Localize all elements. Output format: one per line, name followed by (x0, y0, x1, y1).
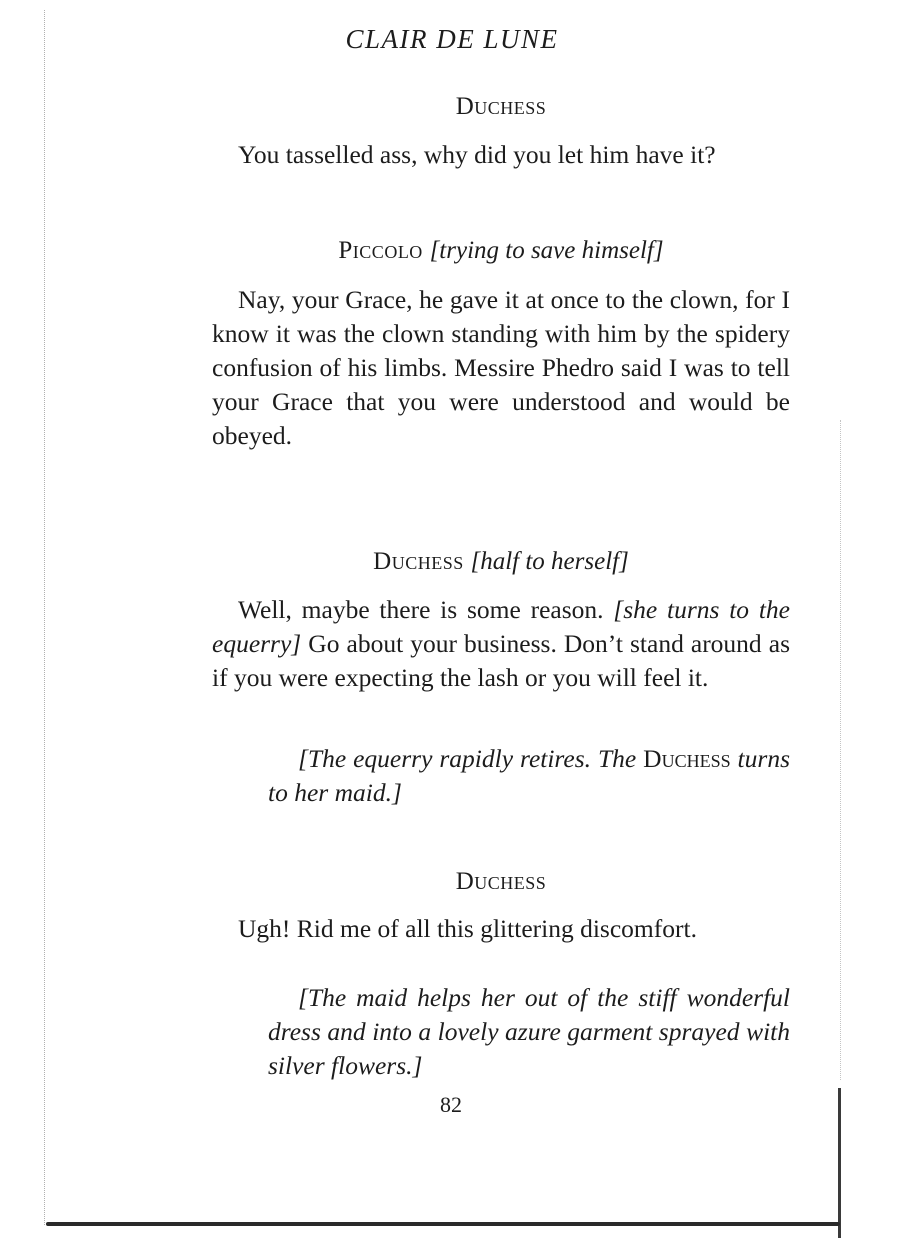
speaker-heading (212, 548, 790, 576)
stage-text: turns to her maid.] (268, 744, 790, 807)
page-number: 82 (440, 1092, 462, 1117)
speech-paragraph (212, 912, 790, 946)
speech-paragraph (212, 593, 790, 695)
speech-paragraph (212, 138, 790, 172)
inline-stage-direction: [she turns to the equerry] (212, 595, 790, 658)
stage-direction (268, 742, 790, 810)
speaker-direction: [trying to save himself] (429, 237, 664, 264)
speaker-heading (212, 93, 790, 121)
speaker-name: Duchess (373, 548, 464, 575)
page-edge-left (44, 10, 46, 1225)
speech-text: Go about your business. Don’t stand around as if you were expecting the lash or you will feel it. (212, 629, 790, 692)
stage-text: [The equerry rapidly retires. The (298, 744, 644, 773)
scan-edge-bottom (46, 1222, 840, 1226)
speaker-heading (212, 868, 790, 896)
speaker-name: Piccolo (338, 237, 423, 264)
speaker-direction: [half to herself] (470, 548, 629, 575)
running-head: CLAIR DE LUNE (345, 24, 559, 54)
speech-text: You tasselled ass, why did you let him have it? (238, 140, 716, 169)
stage-text: [The maid helps her out of the stiff wonderful dress and into a lovely azure garment sprayed with silver flowers.] (268, 983, 790, 1080)
stage-direction (268, 981, 790, 1083)
speaker-name: Duchess (455, 93, 547, 120)
page-edge-right (840, 420, 842, 1080)
speech-text: Ugh! Rid me of all this glittering discomfort. (238, 914, 697, 943)
speech-text: Well, maybe there is some reason. (238, 595, 614, 624)
speech-paragraph (212, 283, 790, 453)
scan-edge-right (838, 1088, 841, 1238)
speech-text: Nay, your Grace, he gave it at once to the clown, for I know it was the clown standing with him by the spidery confusion of his limbs. Messire Phedro said I was to tell your Grace that you were understood and would be obeyed. (212, 285, 790, 450)
speaker-name: Duchess (455, 868, 547, 895)
stage-character-name: Duchess (643, 744, 731, 773)
speaker-heading (212, 237, 790, 265)
